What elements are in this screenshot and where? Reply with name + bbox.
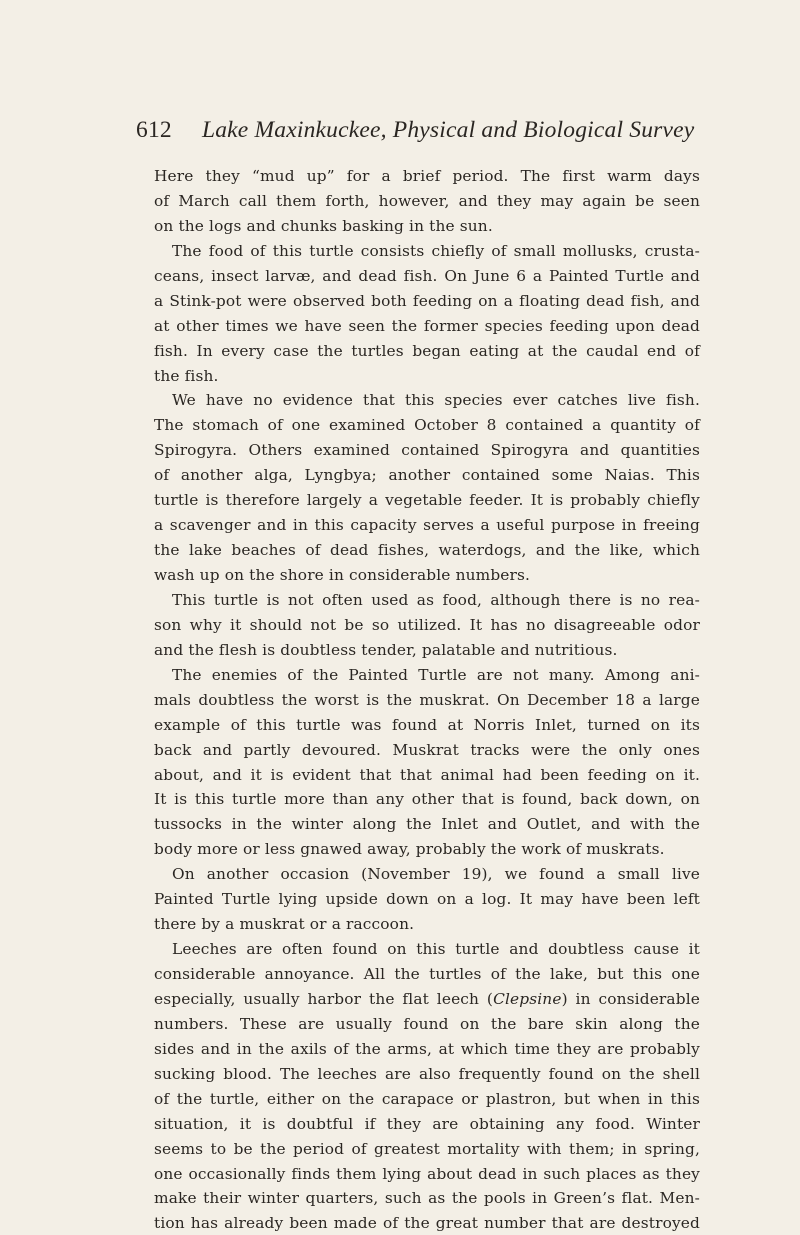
text-line: example of this turtle was found at Norris Inlet, turned on its	[154, 715, 700, 734]
text-line: back and partly devoured. Muskrat tracks were the only ones	[154, 740, 700, 759]
text-line: the lake beaches of dead fishes, waterdogs, and the like, which	[154, 541, 700, 560]
text-line	[154, 987, 700, 1012]
text-line: Painted Turtle lying upside down on a log. It may have been left	[154, 890, 700, 909]
text-line: numbers. These are usually found on the bare skin along the	[154, 1014, 700, 1033]
text-line: son why it should not be so utilized. It has no disagreeable odor	[154, 615, 700, 634]
text-line: tion has already been made of the great number that are destroyed	[154, 1214, 700, 1233]
text-line: a Stink-pot were observed both feeding on a floating dead fish, and	[154, 291, 700, 310]
text-line: ceans, insect larvæ, and dead fish. On June 6 a Painted Turtle and	[154, 266, 700, 285]
text-line: It is this turtle more than any other that is found, back down, on	[154, 790, 700, 809]
text-line: body more or less gnawed away, probably the work of muskrats.	[154, 840, 665, 859]
text-line: one occasionally finds them lying about dead in such places as they	[154, 1164, 700, 1183]
text-line: the fish.	[154, 366, 219, 385]
text-line: make their winter quarters, such as the pools in Green’s flat. Men-	[154, 1189, 700, 1208]
text-line: of the turtle, either on the carapace or plastron, but when in this	[154, 1089, 700, 1108]
text-line: a scavenger and in this capacity serves a useful purpose in freeing	[154, 516, 700, 535]
text-line: On another occasion (November 19), we found a small live	[172, 865, 700, 884]
text-line: situation, it is doubtful if they are obtaining any food. Winter	[154, 1114, 700, 1133]
text-line: and the flesh is doubtless tender, palatable and nutritious.	[154, 640, 618, 659]
text-line: there by a muskrat or a raccoon.	[154, 915, 415, 934]
text-line: fish. In every case the turtles began eating at the caudal end of	[154, 341, 700, 360]
text-line: considerable annoyance. All the turtles of the lake, but this one	[154, 965, 700, 983]
text-line: The enemies of the Painted Turtle are not many. Among ani-	[172, 665, 700, 684]
text-line: of March call them forth, however, and they may again be seen	[154, 191, 700, 210]
text-line: This turtle is not often used as food, although there is no rea-	[172, 590, 700, 609]
text-line: on the logs and chunks basking in the sun.	[154, 216, 493, 235]
text-line: We have no evidence that this species ever catches live fish.	[172, 391, 700, 410]
text-line: Here they “mud up” for a brief period. The first warm days	[154, 167, 700, 185]
body-text	[154, 164, 700, 1235]
leech-genus-name: Clepsine	[493, 989, 562, 1008]
text-fragment: especially, usually harbor the flat leech (	[154, 989, 494, 1008]
text-line: at other times we have seen the former species feeding upon dead	[154, 316, 700, 335]
text-line: Leeches are often found on this turtle and doubtless cause it	[172, 940, 700, 959]
page-header	[136, 114, 700, 146]
text-line: The stomach of one examined October 8 contained a quantity of	[154, 416, 700, 435]
text-fragment: ) in considerable	[561, 989, 700, 1008]
text-line: of another alga, Lyngbya; another contained some Naias. This	[154, 466, 700, 485]
text-line: sucking blood. The leeches are also frequently found on the shell	[154, 1064, 700, 1083]
text-line: mals doubtless the worst is the muskrat. On December 18 a large	[154, 690, 700, 709]
text-line: seems to be the period of greatest mortality with them; in spring,	[154, 1139, 700, 1158]
running-title: Lake Maxinkuckee, Physical and Biological Survey	[201, 117, 695, 143]
text-line: tussocks in the winter along the Inlet and Outlet, and with the	[154, 815, 700, 834]
text-line: Spirogyra. Others examined contained Spirogyra and quantities	[154, 441, 700, 460]
page-number: 612	[136, 117, 172, 143]
text-line: sides and in the axils of the arms, at which time they are probably	[154, 1039, 700, 1058]
text-line: turtle is therefore largely a vegetable feeder. It is probably chiefly	[154, 491, 700, 510]
text-line: wash up on the shore in considerable numbers.	[154, 566, 531, 584]
text-line: The food of this turtle consists chiefly of small mollusks, crusta-	[172, 241, 700, 260]
text-line: about, and it is evident that that animal had been feeding on it.	[154, 765, 700, 784]
